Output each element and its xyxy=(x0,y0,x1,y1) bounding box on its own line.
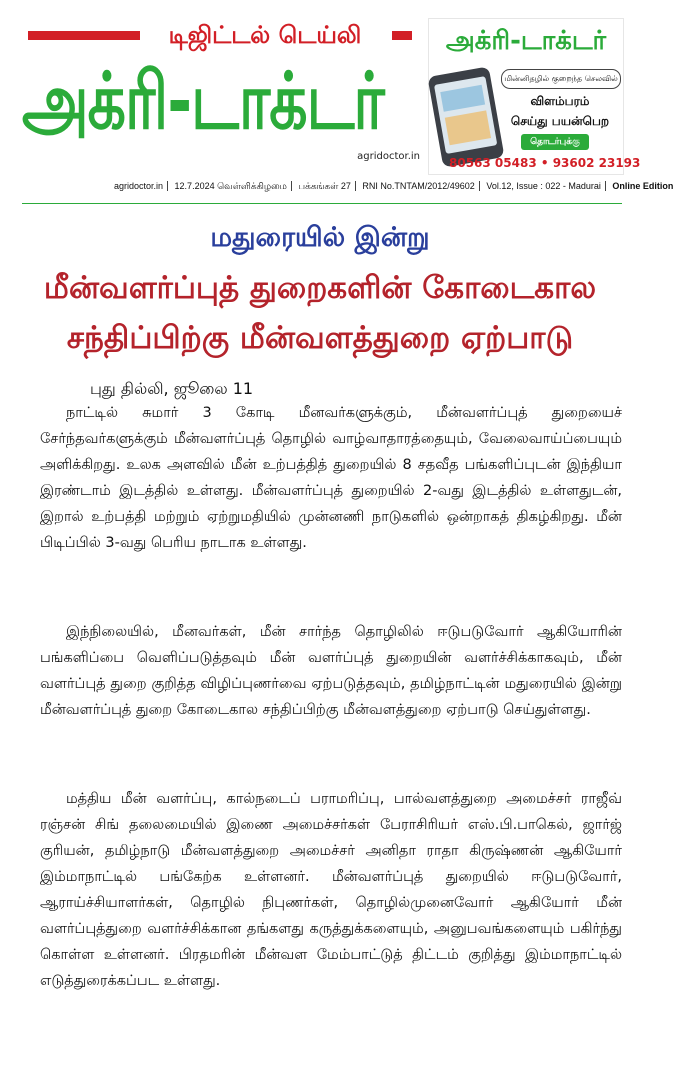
smartphone-icon xyxy=(427,66,504,167)
article-dateline: புது தில்லி, ஜூலை 11 xyxy=(90,379,254,398)
info-edition: Online Edition xyxy=(612,181,674,191)
logo-site-url: agridoctor.in xyxy=(357,151,420,162)
article-paragraph-1: நாட்டில் சுமார் 3 கோடி மீனவர்களுக்கும், மீன்வளர்ப்புத் துறையைச் சேர்ந்தவர்களுக்கும் மீன்வளர்ப்புத் தொழில் வாழ்வாதாரத்தையும், வேலைவாய்ப்பையும் அளிக்கிறது. உலக அளவில் மீன் உற்பத்தித் துறையில் 8 சதவீத பங்களிப்புடன் இந்தியா இரண்டாம் இடத்தில் உள்ளது. மீன்வளர்ப்புத் துறையில் 2-வது இடத்தில் உள்ளதுடன், இறால் உற்பத்தி மற்றும் ஏற்றுமதியில் முன்னணி நாடுகளில் ஒன்றாகத் திகழ்கிறது. மீன் பிடிப்பில் 3-வது பெரிய நாடாக உள்ளது. xyxy=(40,405,622,551)
info-rni: RNI No.TNTAM/2012/49602 xyxy=(362,181,475,191)
masthead-red-band-left xyxy=(28,31,140,40)
digital-daily-label: டிஜிட்டல் டெய்லி xyxy=(168,21,362,49)
ad-line-advertise: விளம்பரம் xyxy=(530,94,590,108)
info-separator xyxy=(605,181,606,191)
info-separator xyxy=(291,181,292,191)
newspaper-logo: அக்ரி-டாக்டர் xyxy=(22,56,384,148)
ad-tagline: மின்னிதழில் குறைந்த செலவில் xyxy=(501,69,621,89)
ad-line-benefit: செய்து பயன்பெற xyxy=(510,114,610,128)
info-volume: Vol.12, Issue : 022 - Madurai xyxy=(486,181,601,191)
ad-contact-badge: தொடர்புக்கு xyxy=(521,134,589,150)
info-separator xyxy=(479,181,480,191)
article-paragraph-3: மத்திய மீன் வளர்ப்பு, கால்நடைப் பராமரிப்பு, பால்வளத்துறை அமைச்சர் ராஜீவ் ரஞ்சன் சிங் தலைமையில் இணை அமைச்சர்கள் பேராசிரியர் எஸ்.பி.பாகெல், ஜார்ஜ் குரியன், தமிழ்நாடு மீன்வளத்துறை அமைச்சர் அனிதா ராதா கிருஷ்ணன் ஆகியோர் இம்மாநாட்டில் பங்கேற்க உள்ளனர். மீன்வளர்ப்புத் துறையில் ஈடுபடுவோர், ஆராய்ச்சியாளர்கள், தொழில் நிபுணர்கள், தொழில்முனைவோர் ஆகியோர் மீன் வளர்ப்புத்துறை வளர்ச்சிக்கான தங்களது கருத்துக்களையும், அனுபவங்களையும் பகிர்ந்து கொள்ள உள்ளனர். பிரதமரின் மீன்வள மேம்பாட்டுத் திட்டம் குறித்து இம்மாநாட்டில் எடுத்துரைக்கப்பட உள்ளது. xyxy=(40,791,622,989)
smartphone-screen xyxy=(434,76,497,154)
article-headline: மீன்வளர்ப்புத் துறைகளின் கோடைகால சந்திப்பிற்கு மீன்வளத்துறை ஏற்பாடு xyxy=(43,270,597,356)
article-kicker: மதுரையில் இன்று xyxy=(210,222,430,253)
ad-brand-logo: அக்ரி-டாக்டர் xyxy=(445,26,607,56)
article-paragraph-2: இந்நிலையில், மீனவர்கள், மீன் சார்ந்த தொழிலில் ஈடுபடுவோர் ஆகியோரின் பங்களிப்பை வெளிப்படுத்தவும் மீன் வளர்ப்புத் துறையின் வளர்ச்சிக்காகவும், மீன் வளர்ப்புத் துறை குறித்த விழிப்புணர்வை ஏற்படுத்தவும், தமிழ்நாட்டின் மதுரையில் இன்று மீன்வளர்ப்புத் துறை கோடைகால சந்திப்பிற்கு மீன்வளத்துறை ஏற்பாடு செய்துள்ளது. xyxy=(40,624,622,718)
info-separator xyxy=(355,181,356,191)
issue-info-bar xyxy=(110,178,674,194)
info-date: 12.7.2024 வெள்ளிக்கிழமை xyxy=(174,181,287,191)
info-pages: பக்கங்கள் 27 xyxy=(298,181,351,191)
ad-phone-numbers: 80563 05483 • 93602 23193 xyxy=(449,156,641,170)
header-divider xyxy=(22,203,622,204)
masthead-red-band-right xyxy=(392,31,412,40)
info-separator xyxy=(167,181,168,191)
advertisement-box[interactable] xyxy=(428,18,641,175)
info-site: agridoctor.in xyxy=(114,181,164,191)
masthead xyxy=(0,0,640,200)
